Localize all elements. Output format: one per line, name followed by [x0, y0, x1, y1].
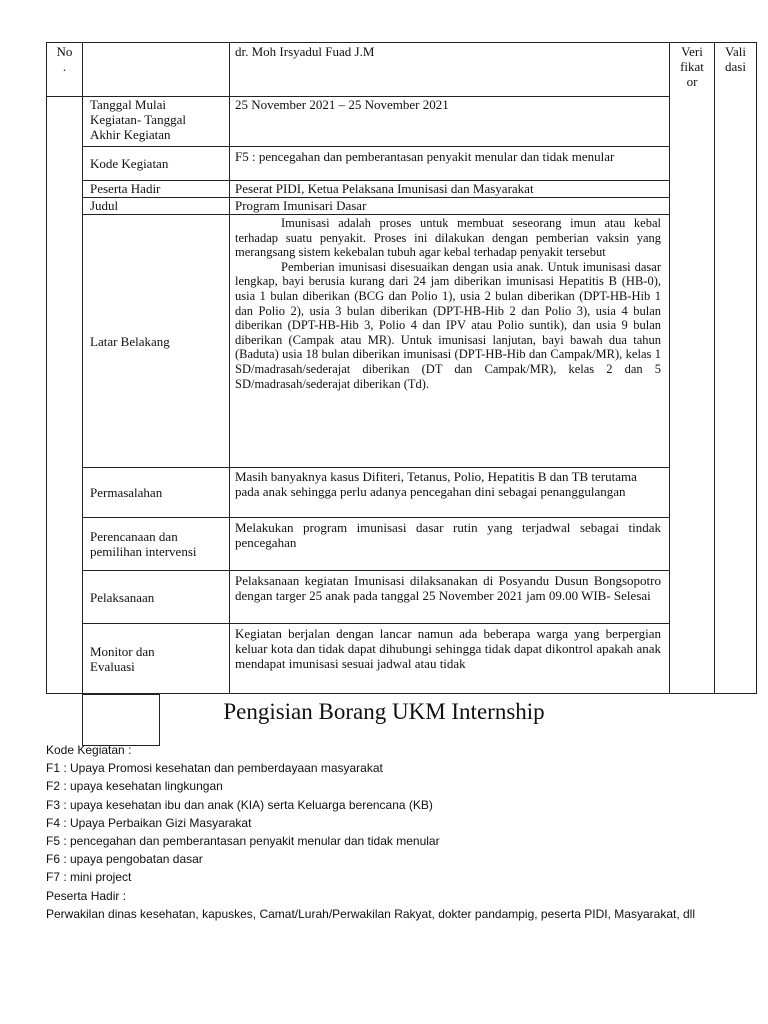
kode-item: F5 : pencegahan dan pemberantasan penyakit menular dan tidak menular — [46, 834, 440, 849]
row-label-permasalahan: Permasalahan — [90, 485, 163, 500]
latar-belakang-paragraph-1: Imunisasi adalah proses untuk membuat seseorang imun atau kebal terhadap suatu penyakit. Proses ini dilakukan dengan pemberian vaksin yang merangsang sistem kekebalan tubuh agar kebal terhadap penyakit tersebut — [235, 216, 661, 260]
row-value-permasalahan: Masih banyaknya kasus Difiteri, Tetanus, Polio, Hepatitis B dan TB terutama pada anak sehingga perlu adanya pencegahan dini sebagai penanggulangan — [235, 469, 637, 499]
table-border-top — [46, 42, 756, 43]
kode-item: F2 : upaya kesehatan lingkungan — [46, 779, 223, 794]
table-border-left — [46, 42, 47, 694]
row-value-peserta-hadir: Peserat PIDI, Ketua Pelaksana Imunisasi dan Masyarakat — [235, 181, 534, 196]
column-divider — [669, 42, 670, 694]
column-divider — [82, 42, 83, 694]
row-value-kode-kegiatan: F5 : pencegahan dan pemberantasan penyakit menular dan tidak menular — [235, 149, 615, 164]
row-label-perencanaan: Perencanaan dan pemilihan intervensi — [90, 529, 197, 559]
kode-item: F1 : Upaya Promosi kesehatan dan pemberdayaan masyarakat — [46, 761, 383, 776]
column-divider — [229, 42, 230, 694]
row-value-monitor-evaluasi: Kegiatan berjalan dengan lancar namun ada beberapa warga yang berpergian keluar kota dan tidak dapat dihubungi sehingga tidak dapat dikontrol apakah anak mendapat imunisasi sesuai jadwal atau tidak — [235, 626, 661, 671]
row-label-latar-belakang: Latar Belakang — [90, 333, 170, 349]
latar-belakang-paragraph-2: Pemberian imunisasi disesuaikan dengan usia anak. Untuk imunisasi dasar lengkap, bayi berusia kurang dari 24 jam diberikan imunisasi Hepatitis B (HB-0), usia 1 bulan diberikan (BCG dan Polio 1), usia 2 bulan diberikan (DPT-HB-Hib 1 dan Polio 2), usia 3 bulan diberikan (DPT-HB-Hib 2 dan Polio 3), usia 4 bulan diberikan (DPT-HB-Hib 3, Polio 4 dan IPV atau Polio suntik), dan usia 9 bulan diberikan (Campak atau MR). Untuk imunisasi lanjutan, bayi bawah dua tahun (Baduta) usia 18 bulan diberikan imunisasi (DPT-HB-Hib dan Campak/MR), kelas 1 SD/madrasah/sederajat diberikan (DT dan Campak/MR), kelas 2 dan 5 SD/madrasah/sederajat diberikan (Td). — [235, 259, 661, 391]
row-value-tanggal: 25 November 2021 – 25 November 2021 — [235, 97, 449, 112]
row-label-kode-kegiatan: Kode Kegiatan — [90, 156, 169, 171]
row-label-peserta-hadir: Peserta Hadir — [90, 181, 161, 196]
row-value-judul: Program Imunisari Dasar — [235, 198, 367, 213]
header-no: No . — [56, 44, 73, 74]
kode-item: F7 : mini project — [46, 870, 132, 885]
kode-item: F4 : Upaya Perbaikan Gizi Masyarakat — [46, 815, 252, 830]
kode-kegiatan-heading: Kode Kegiatan : — [46, 743, 132, 757]
row-value-perencanaan: Melakukan program imunisasi dasar rutin yang terjadwal sebagai tindak pencegahan — [235, 520, 661, 550]
table-border-right — [756, 42, 757, 694]
header-name: dr. Moh Irsyadul Fuad J.M — [235, 44, 375, 59]
row-label-judul: Judul — [90, 198, 119, 213]
peserta-hadir-heading: Peserta Hadir : — [46, 888, 127, 903]
notes-section — [46, 741, 746, 923]
kode-item: F3 : upaya kesehatan ibu dan anak (KIA) serta Keluarga berencana (KB) — [46, 797, 433, 812]
header-verifikator: Veri fikat or — [680, 44, 704, 89]
row-label-tanggal: Tanggal Mulai Kegiatan- Tanggal Akhir Kegiatan — [90, 97, 186, 142]
row-value-latar-belakang — [235, 216, 661, 391]
row-value-pelaksanaan: Pelaksanaan kegiatan Imunisasi dilaksanakan di Posyandu Dusun Bongsopotro dengan targer 25 anak pada tanggal 25 November 2021 jam 09.00 WIB- Selesai — [235, 573, 661, 603]
kode-item: F6 : upaya pengobatan dasar — [46, 852, 203, 867]
peserta-hadir-text: Perwakilan dinas kesehatan, kapuskes, Camat/Lurah/Perwakilan Rakyat, dokter pandampig, peserta PIDI, Masyarakat, dll — [46, 906, 695, 921]
row-label-pelaksanaan: Pelaksanaan — [90, 589, 155, 605]
column-divider — [714, 42, 715, 694]
page-title: Pengisian Borang UKM Internship — [223, 699, 545, 724]
header-validasi: Vali dasi — [725, 44, 746, 74]
row-label-monitor-evaluasi: Monitor dan Evaluasi — [90, 643, 155, 674]
